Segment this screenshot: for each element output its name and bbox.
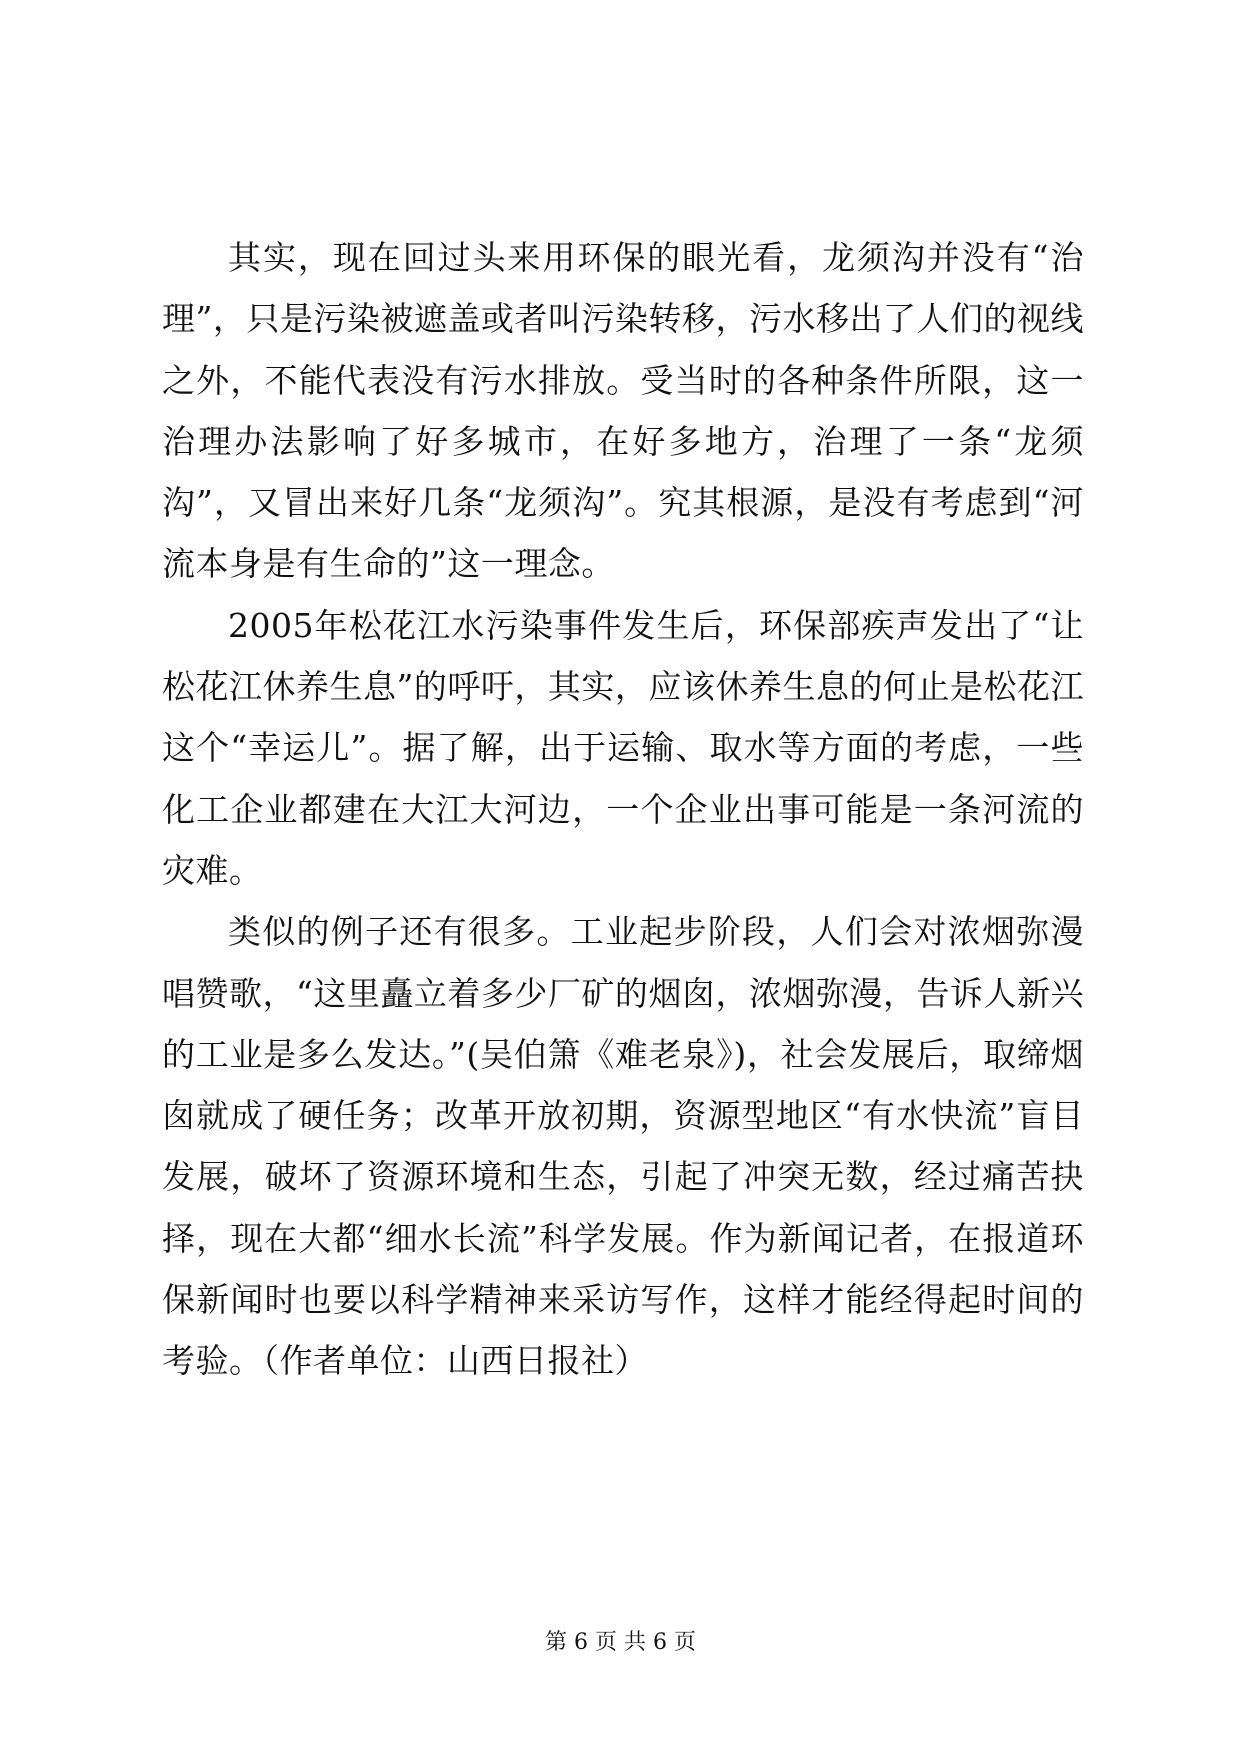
paragraph-3: 类似的例子还有很多。工业起步阶段，人们会对浓烟弥漫唱赞歌，“这里矗立着多少厂矿的烟囱，浓烟弥漫，告诉人新兴的工业是多么发达。”(吴伯箫《难老泉》)，社会发展后，取缔烟囱就成了硬任务；改革开放初期，资源型地区“有水快流”盲目发展，破坏了资源环境和生态，引起了冲突无数，经过痛苦抉择，现在大都“细水长流”科学发展。作为新闻记者，在报道环保新闻时也要以科学精神来采访写作，这样才能经得起时间的考验。（作者单位：山西日报社）: [162, 912, 1084, 1381]
paragraph-2: 2005年松花江水污染事件发生后，环保部疾声发出了“让松花江休养生息”的呼吁，其实，应该休养生息的何止是松花江这个“幸运儿”。据了解，出于运输、取水等方面的考虑，一些化工企业都建在大江大河边，一个企业出事可能是一条河流的灾难。: [162, 605, 1084, 890]
page-number-footer: 第 6 页 共 6 页: [545, 1630, 696, 1655]
paragraph-1: 其实，现在回过头来用环保的眼光看，龙须沟并没有“治理”，只是污染被遮盖或者叫污染转移，污水移出了人们的视线之外，不能代表没有污水排放。受当时的各种条件所限，这一治理办法影响了好多城市，在好多地方，治理了一条“龙须沟”，又冒出来好几条“龙须沟”。究其根源，是没有考虑到“河流本身是有生命的”这一理念。: [162, 238, 1084, 584]
article-body: [162, 227, 1084, 1392]
